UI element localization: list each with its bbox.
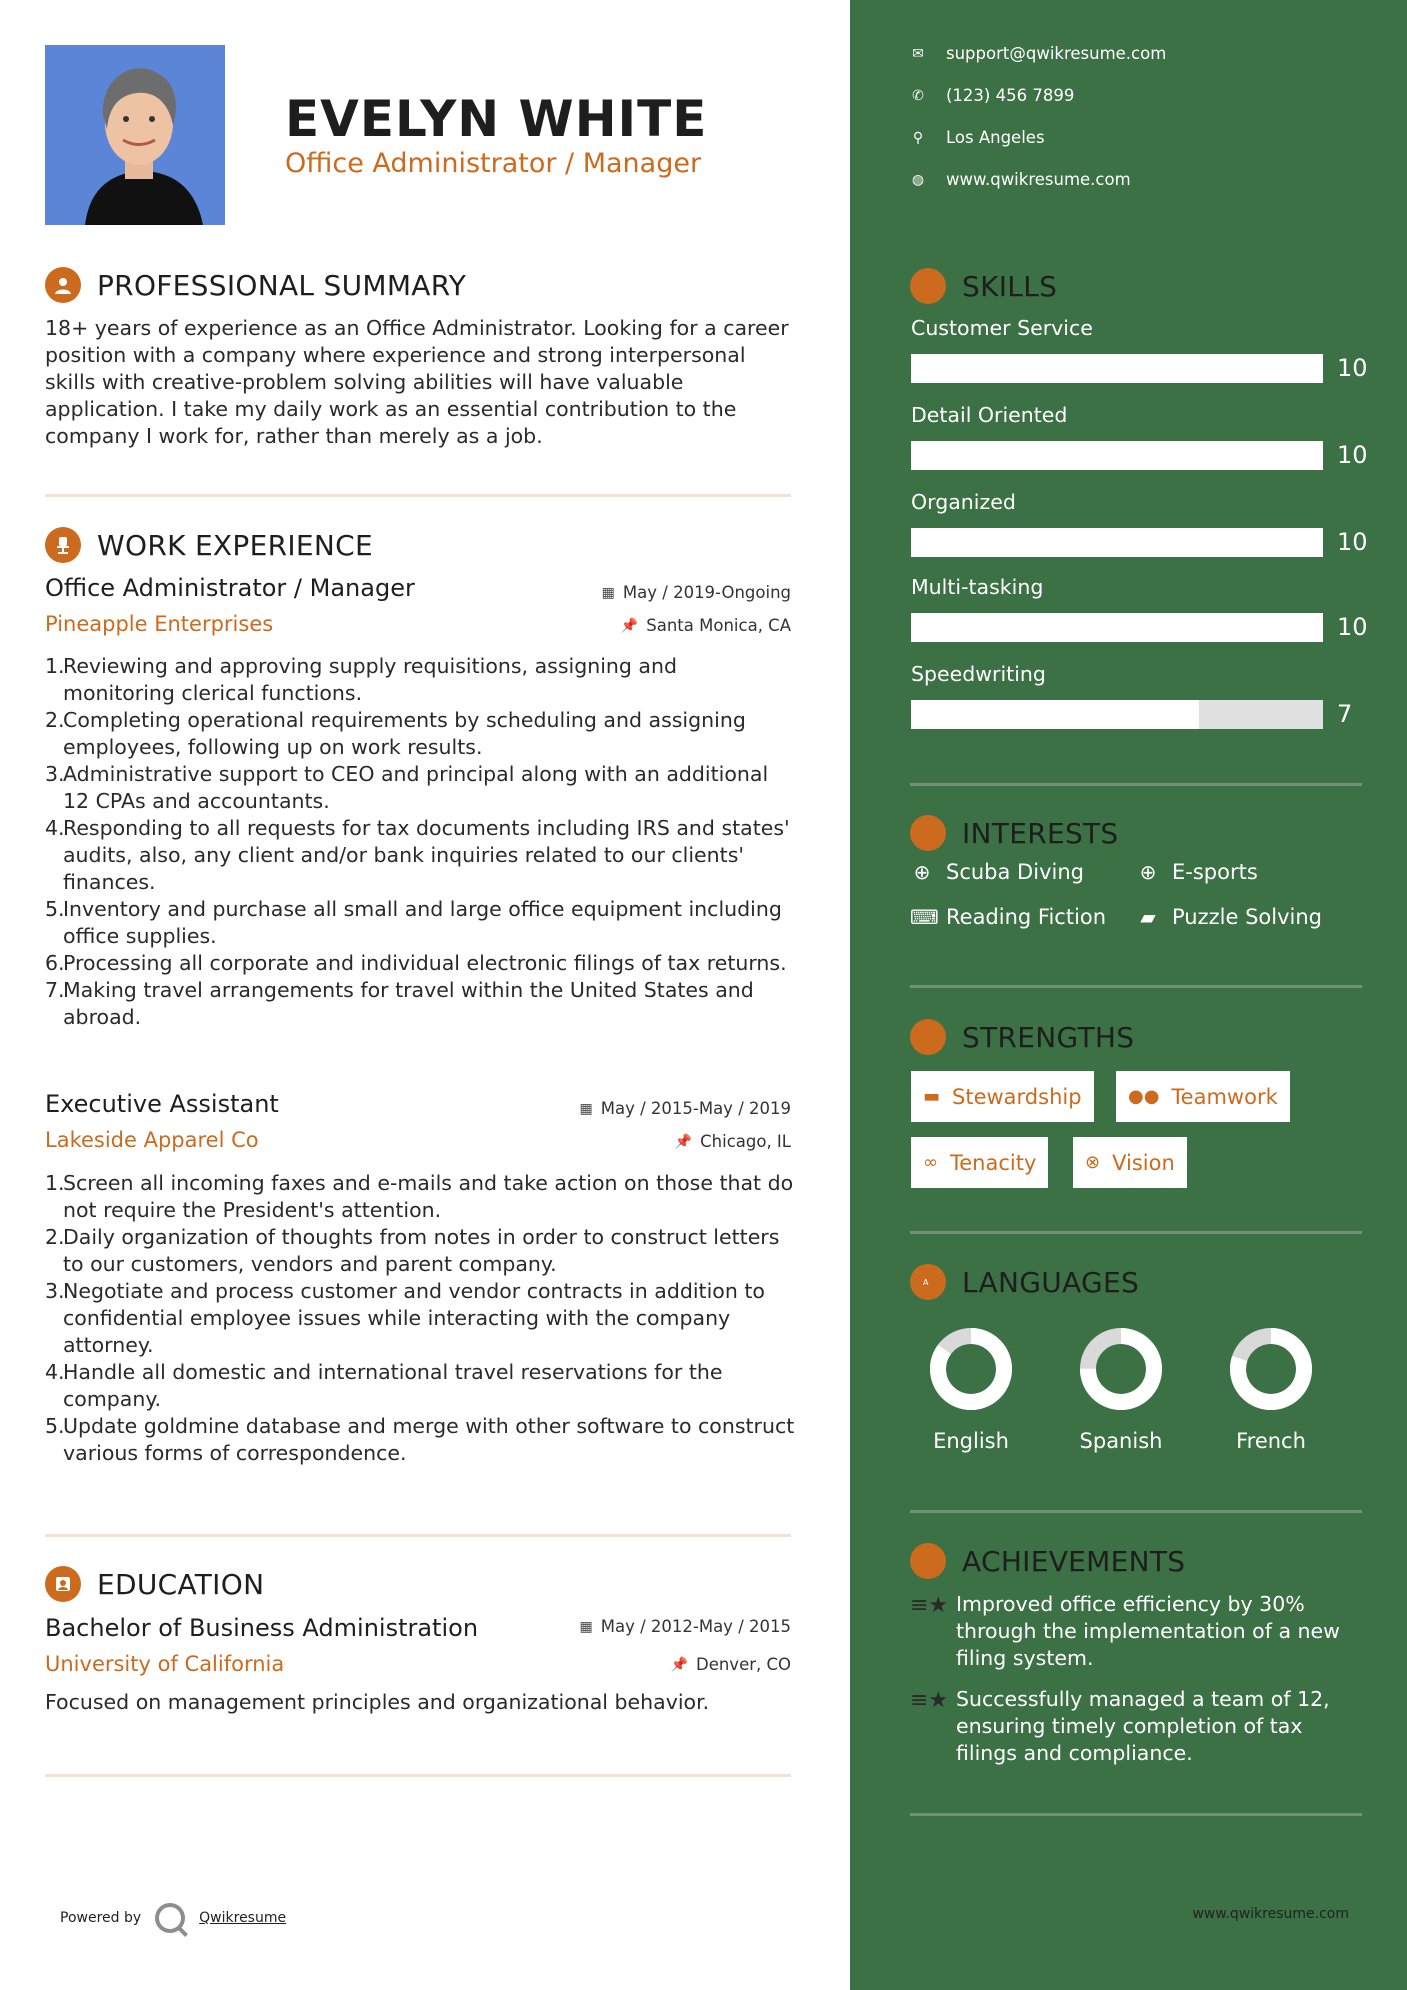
binoculars-icon: ⊗ <box>1085 1152 1101 1173</box>
skill-name: Detail Oriented <box>911 403 1068 427</box>
skills-title: SKILLS <box>962 269 1058 303</box>
contact-email[interactable] <box>910 44 1166 63</box>
language-ring <box>1079 1327 1163 1411</box>
strength-badge <box>911 1071 1094 1122</box>
job-location <box>621 616 791 635</box>
link-icon: ∞ <box>923 1152 938 1173</box>
interest-item <box>1136 860 1258 884</box>
interest-item <box>910 860 1084 884</box>
list-item: 4. Responding to all requests for tax documents including IRS and states' audits, also, any client and/or bank inquiries related to our clients' finances. <box>45 816 790 894</box>
skill-bar <box>911 613 1323 642</box>
divider <box>910 1813 1362 1816</box>
envelope-icon: ✉ <box>912 45 924 62</box>
list-item: 1. Screen all incoming faxes and e-mails and take action on those that do not require the President's attention. <box>45 1171 794 1222</box>
interest-item <box>1136 905 1322 929</box>
job-location-text: Santa Monica, CA <box>646 616 791 635</box>
job-dates-text: May / 2015-May / 2019 <box>600 1099 791 1118</box>
interest-label: E-sports <box>1172 860 1258 884</box>
strength-label: Tenacity <box>950 1150 1037 1175</box>
skill-fill <box>911 354 1323 383</box>
interests-title: INTERESTS <box>962 816 1119 850</box>
language-item <box>1211 1327 1331 1453</box>
language-ring <box>929 1327 1013 1411</box>
achievement-text: Improved office efficiency by 30% through the implementation of a new filing system. <box>956 1592 1340 1670</box>
paper-plane-icon <box>910 815 946 851</box>
education-header <box>45 1566 264 1602</box>
job-title: Executive Assistant <box>45 1090 279 1118</box>
contact-location <box>910 128 1045 147</box>
summary-title: PROFESSIONAL SUMMARY <box>97 268 467 302</box>
strengths-header <box>910 1019 1134 1055</box>
skill-fill <box>911 613 1323 642</box>
profile-portrait-icon <box>45 45 225 225</box>
education-title: EDUCATION <box>97 1567 265 1601</box>
contact-website[interactable] <box>910 170 1131 189</box>
skill-bar <box>911 700 1323 729</box>
skill-name: Multi-tasking <box>911 575 1044 599</box>
calendar-icon: ▦ <box>579 1100 593 1117</box>
skill-level: 10 <box>1337 354 1368 382</box>
briefcase-icon: ▬ <box>923 1086 941 1107</box>
divider <box>45 1774 791 1777</box>
powered-by-label: Powered by <box>60 1910 142 1926</box>
list-item: 5. Update goldmine database and merge with other software to construct various forms of correspondence. <box>45 1414 795 1465</box>
strength-label: Stewardship <box>952 1084 1082 1109</box>
list-item: 6. Processing all corporate and individual electronic filings of tax returns. <box>45 951 787 975</box>
skill-fill <box>911 700 1199 729</box>
skill-name: Organized <box>911 490 1016 514</box>
list-item: 7. Making travel arrangements for travel within the United States and abroad. <box>45 978 754 1029</box>
divider <box>45 1534 791 1537</box>
list-item: 3. Administrative support to CEO and principal along with an additional 12 CPAs and accountants. <box>45 762 769 813</box>
divider <box>910 783 1362 786</box>
education-location-text: Denver, CO <box>695 1655 791 1674</box>
strength-badge <box>1116 1071 1290 1122</box>
language-ring <box>1229 1327 1313 1411</box>
interest-label: Puzzle Solving <box>1172 905 1322 929</box>
divider <box>910 1231 1362 1234</box>
users-icon: ●● <box>1128 1086 1160 1107</box>
summary-header <box>45 267 466 303</box>
job-location <box>675 1132 791 1151</box>
skill-name: Customer Service <box>911 316 1093 340</box>
star-icon <box>910 1543 946 1579</box>
skills-header <box>910 268 1057 304</box>
summary-text: 18+ years of experience as an Office Administrator. Looking for a career position with a company where experience and strong interpersonal skills with creative-problem solving abilities will have valuable application. I take my daily work as an essential contribution to the company I work for, rather than merely as a job. <box>45 316 789 448</box>
achievements-header <box>910 1543 1185 1579</box>
education-dates-text: May / 2012-May / 2015 <box>600 1617 791 1636</box>
strength-label: Vision <box>1112 1150 1175 1175</box>
achievement-item <box>910 1686 1360 1767</box>
education-location <box>671 1655 791 1674</box>
skill-name: Speedwriting <box>911 662 1046 686</box>
job-location-text: Chicago, IL <box>700 1132 791 1151</box>
pin-icon: 📌 <box>620 617 639 634</box>
skill-fill <box>911 441 1323 470</box>
job-duties <box>45 653 795 1031</box>
interest-label: Reading Fiction <box>946 905 1107 929</box>
divider <box>910 1510 1362 1513</box>
job-dates <box>602 583 791 602</box>
languages-title: LANGUAGES <box>962 1265 1140 1299</box>
degree-title: Bachelor of Business Administration <box>45 1614 479 1642</box>
language-item <box>911 1327 1031 1453</box>
work-header <box>45 527 373 563</box>
achievement-item <box>910 1591 1360 1672</box>
office-chair-icon <box>45 527 81 563</box>
contact-email-text: support@qwikresume.com <box>946 44 1167 63</box>
candidate-role: Office Administrator / Manager <box>285 148 702 179</box>
calendar-icon: ▦ <box>579 1618 593 1635</box>
divider <box>910 985 1362 988</box>
candidate-name: EVELYN WHITE <box>285 90 708 148</box>
strength-badge <box>911 1137 1048 1188</box>
phone-icon: ✆ <box>912 87 924 104</box>
profile-photo <box>45 45 225 225</box>
svg-text:A: A <box>923 1278 929 1287</box>
list-item: 5. Inventory and purchase all small and large office equipment including office supplies. <box>45 897 782 948</box>
contact-phone[interactable] <box>910 86 1074 105</box>
skill-level: 10 <box>1337 613 1368 641</box>
skill-bar <box>911 354 1323 383</box>
user-icon <box>45 267 81 303</box>
strength-badge <box>1073 1137 1187 1188</box>
globe-icon: ◍ <box>911 171 925 188</box>
language-icon <box>910 1264 946 1300</box>
languages-header <box>910 1264 1139 1300</box>
achievement-text: Successfully managed a team of 12, ensuring timely completion of tax filings and compliance. <box>956 1687 1330 1765</box>
skill-bar <box>911 528 1323 557</box>
list-item: 2. Completing operational requirements by scheduling and assigning employees, following up on work results. <box>45 708 746 759</box>
life-ring-icon: ⊕ <box>913 860 931 884</box>
job-duties <box>45 1170 795 1467</box>
language-name: Spanish <box>1079 1429 1163 1453</box>
achievements-title: ACHIEVEMENTS <box>962 1544 1186 1578</box>
language-item <box>1061 1327 1181 1453</box>
lightbulb-icon <box>910 268 946 304</box>
work-title: WORK EXPERIENCE <box>97 528 373 562</box>
powered-by <box>60 1903 286 1933</box>
list-item: 3. Negotiate and process customer and vendor contracts in addition to confidential employee issues while interacting with the company attorney. <box>45 1279 765 1357</box>
map-marker-icon: ⚲ <box>912 129 924 146</box>
life-ring-icon: ⊕ <box>1139 860 1157 884</box>
job-company: Lakeside Apparel Co <box>45 1128 259 1152</box>
language-name: French <box>1236 1429 1306 1453</box>
interests-header <box>910 815 1119 851</box>
language-name: English <box>933 1429 1009 1453</box>
list-item: 2. Daily organization of thoughts from notes in order to construct letters to our customers, vendors and parent company. <box>45 1225 780 1276</box>
interest-item <box>910 905 1106 929</box>
skill-level: 7 <box>1337 700 1353 728</box>
strengths-title: STRENGTHS <box>962 1020 1135 1054</box>
strength-label: Teamwork <box>1171 1084 1278 1109</box>
divider <box>45 494 791 497</box>
job-dates-text: May / 2019-Ongoing <box>622 583 791 602</box>
education-dates <box>580 1617 792 1636</box>
star-icon: ≡★ <box>910 1688 949 1713</box>
pin-icon: 📌 <box>674 1133 693 1150</box>
gamepad-icon: ⌨ <box>910 905 939 929</box>
skill-level: 10 <box>1337 528 1368 556</box>
contact-phone-text: (123) 456 7899 <box>946 86 1075 105</box>
list-item: 1. Reviewing and approving supply requisitions, assigning and monitoring clerical functions. <box>45 654 677 705</box>
skill-level: 10 <box>1337 441 1368 469</box>
star-icon: ≡★ <box>910 1593 949 1618</box>
graduate-icon <box>45 1566 81 1602</box>
contact-website-text: www.qwikresume.com <box>946 170 1131 189</box>
footer-website[interactable]: www.qwikresume.com <box>1192 1906 1349 1922</box>
interest-label: Scuba Diving <box>946 860 1084 884</box>
contact-location-text: Los Angeles <box>946 128 1045 147</box>
hand-fist-icon <box>910 1019 946 1055</box>
job-title: Office Administrator / Manager <box>45 574 415 602</box>
school-name: University of California <box>45 1652 285 1676</box>
job-dates <box>580 1099 792 1118</box>
qwikresume-link[interactable]: Qwikresume <box>199 1910 287 1926</box>
book-icon: ▰ <box>1140 905 1156 929</box>
calendar-icon: ▦ <box>601 584 615 601</box>
education-description: Focused on management principles and organizational behavior. <box>45 1690 710 1714</box>
list-item: 4. Handle all domestic and international travel reservations for the company. <box>45 1360 723 1411</box>
job-company: Pineapple Enterprises <box>45 612 274 636</box>
skill-bar <box>911 441 1323 470</box>
skill-fill <box>911 528 1323 557</box>
qwikresume-logo-icon <box>155 1903 185 1933</box>
pin-icon: 📌 <box>670 1656 688 1673</box>
